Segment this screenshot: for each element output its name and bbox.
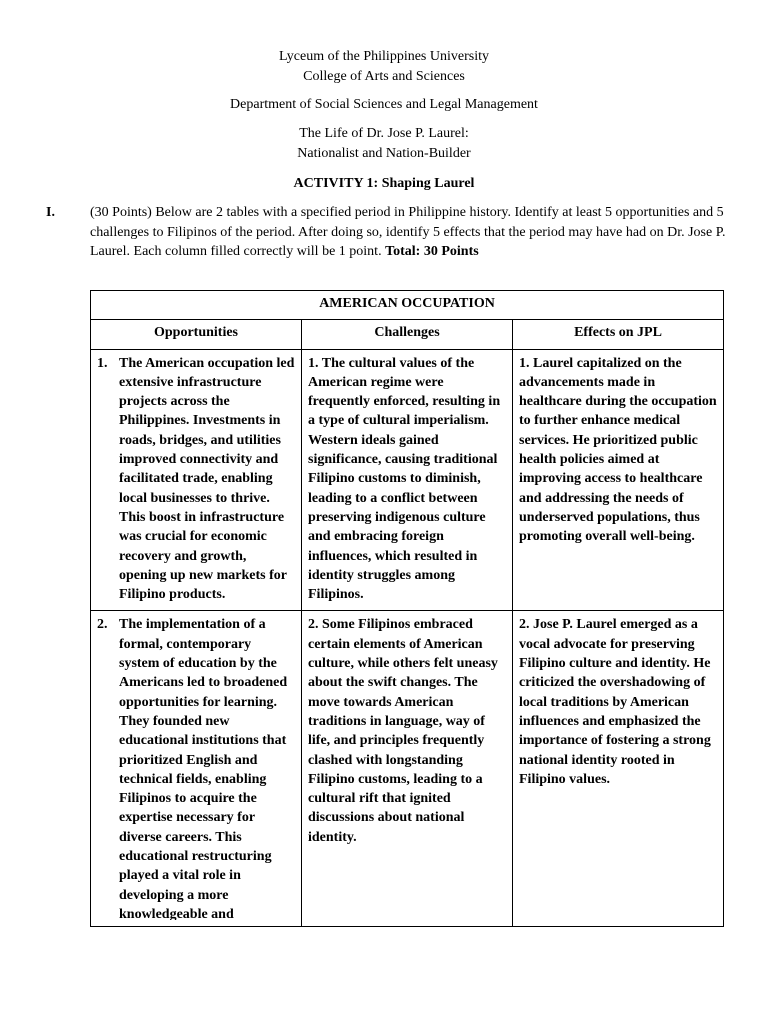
challenge-cell: 2. Some Filipinos embraced certain elements of American culture, while others felt uneasy about the swift changes. The move towards American traditions in language, way of life, and principles frequently clashed with longstanding Filipino customs, leading to a cultural rift that ignited discussions about national identity. [302, 611, 513, 927]
activity-title: ACTIVITY 1: Shaping Laurel [293, 176, 475, 191]
course-title-line2: Nationalist and Nation-Builder [297, 145, 471, 161]
header-institution [0, 47, 768, 86]
instructions [46, 203, 736, 262]
row-number: 2. [97, 617, 108, 633]
opportunity-cell [91, 611, 302, 927]
row-number: 1. [97, 355, 108, 371]
instruction-number: I. [46, 205, 55, 220]
table-row [91, 349, 724, 611]
effect-cell: 2. Jose P. Laurel emerged as a vocal advocate for preserving Filipino culture and identity. He criticized the overshadowing of local traditions by American influences and emphasized the importance of fostering a strong national identity rooted in Filipino values. [513, 611, 724, 927]
header-effects: Effects on JPL [513, 320, 724, 349]
header-challenges: Challenges [302, 320, 513, 349]
effect-cell: 1. Laurel capitalized on the advancements made in healthcare during the occupation to further enhance medical services. He prioritized public health policies aimed at improving access to healthcare and addressing the needs of underserved populations, thus promoting overall well-being. [513, 349, 724, 611]
challenge-cell: 1. The cultural values of the American regime were frequently enforced, resulting in a type of cultural imperialism. Western ideals gained significance, causing traditional Filipino customs to diminish, leading to a conflict between preserving indigenous culture and embracing foreign influences, which resulted in identity struggles among Filipinos. [302, 349, 513, 611]
course-title [0, 124, 768, 163]
opportunity-text: The implementation of a formal, contemporary system of education by the Americans led to broadened opportunities for learning. They founded new educational institutions that prioritized English and technical fields, enabling Filipinos to acquire the expertise necessary for diverse careers. This educational restructuring played a vital role in developing a more knowledgeable and [119, 617, 288, 921]
instruction-total: Total: 30 Points [385, 244, 479, 259]
university-name: Lyceum of the Philippines University [279, 49, 489, 64]
american-occupation-table [90, 290, 724, 927]
header-opportunities: Opportunities [91, 320, 302, 349]
college-name: College of Arts and Sciences [303, 68, 465, 84]
table-header-row [91, 320, 724, 349]
opportunity-cell [91, 349, 302, 611]
table-title: AMERICAN OCCUPATION [91, 291, 724, 320]
course-title-line1: The Life of Dr. Jose P. Laurel: [299, 126, 469, 141]
opportunity-text: The American occupation led extensive infrastructure projects across the Philippines. Investments in roads, bridges, and utilities improved connectivity and facilitated trade, enabling local businesses to thrive. This boost in infrastructure was crucial for economic recovery and growth, opening up new markets for Filipino products. [119, 355, 295, 603]
table-row [91, 611, 724, 927]
instruction-text [90, 203, 736, 262]
department-name: Department of Social Sciences and Legal Management [230, 97, 538, 112]
instruction-body: (30 Points) Below are 2 tables with a specified period in Philippine history. Identify at least 5 opportunities and 5 challenges to Filipinos of the period. After doing so, identify 5 effects that the period may have had on Dr. Jose P. Laurel. Each column filled correctly will be 1 point. [90, 205, 726, 259]
